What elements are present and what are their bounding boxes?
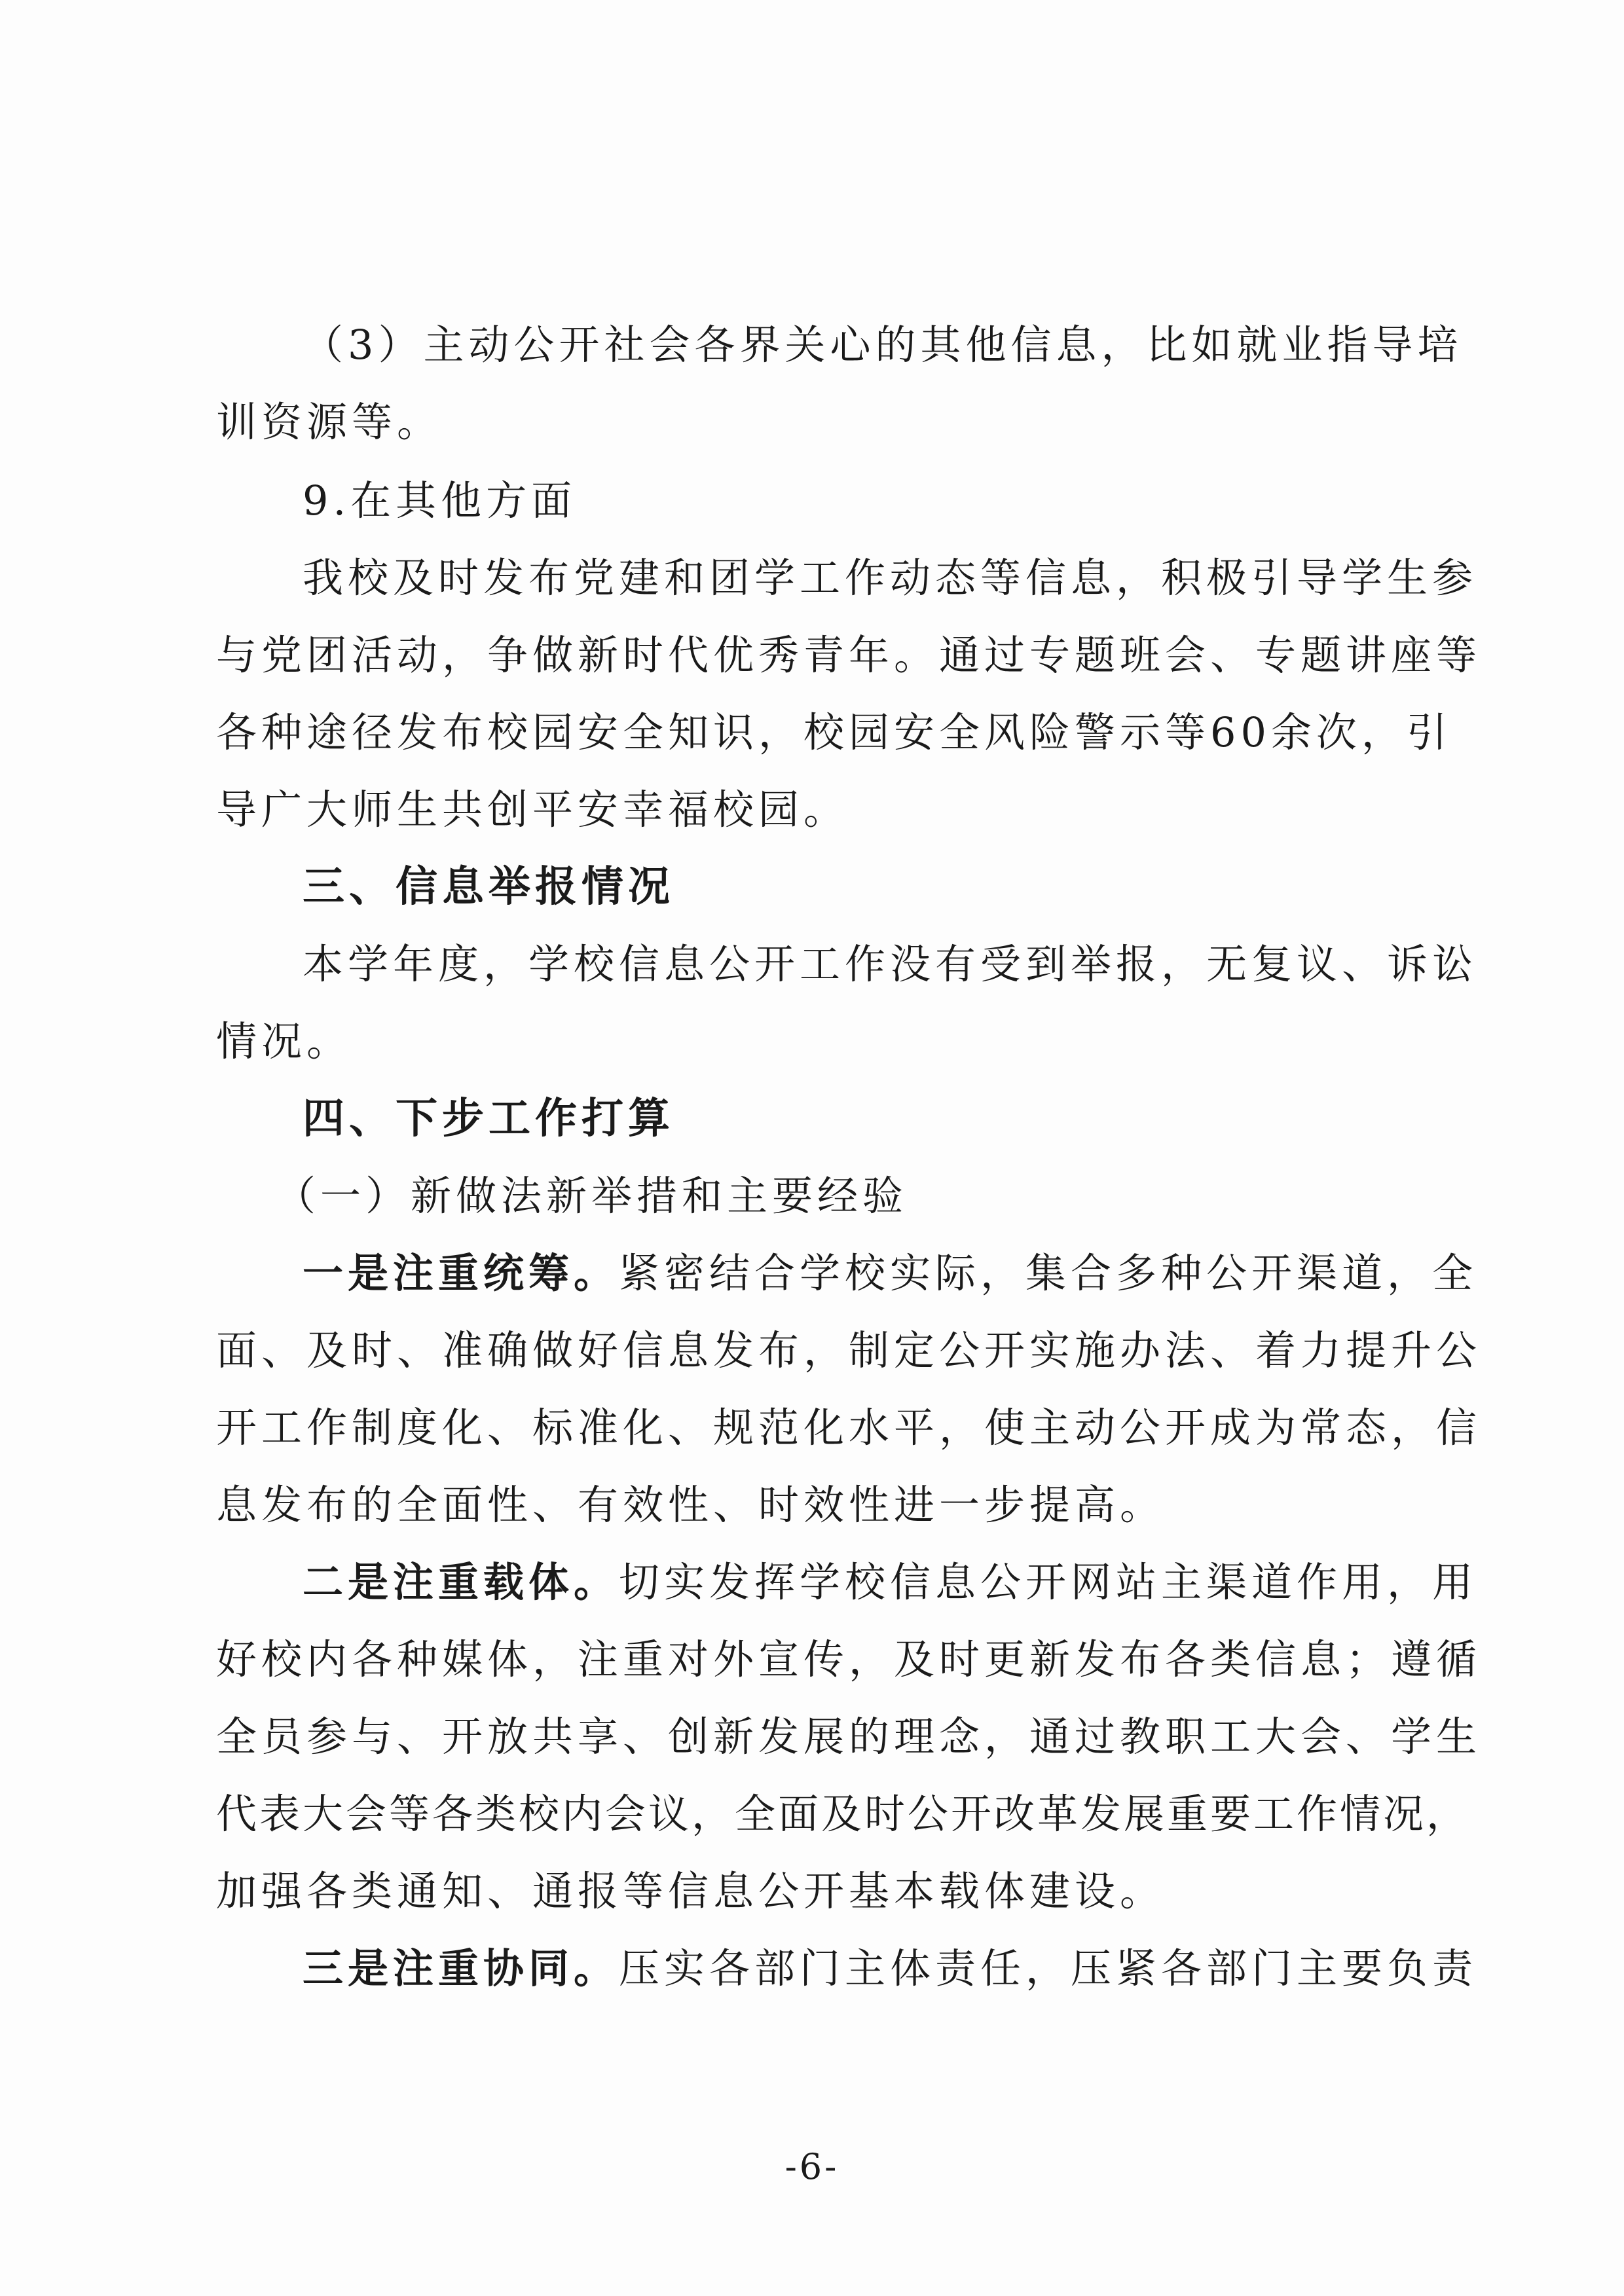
paragraph-line <box>303 1556 1521 1609</box>
paragraph-line: 代表大会等各类校内会议，全面及时公开改革发展重要工作情况， <box>216 1790 1470 1838</box>
paragraph-line: 加强各类通知、通报等信息公开基本载体建设。 <box>216 1867 1166 1915</box>
line-text: 切实发挥学校信息公开网站主渠道作用，用 <box>619 1558 1478 1606</box>
paragraph-line: （3）主动公开社会各界关心的其他信息，比如就业指导培 <box>303 321 1463 369</box>
paragraph-line: 训资源等。 <box>216 398 443 446</box>
paragraph-line: 本学年度，学校信息公开工作没有受到举报，无复议、诉讼 <box>303 940 1478 988</box>
lead-phrase: 二是注重载体。 <box>303 1558 619 1606</box>
paragraph-line <box>303 1942 1521 1995</box>
line-text: 紧密结合学校实际，集合多种公开渠道，全 <box>619 1249 1478 1297</box>
lead-phrase: 一是注重统筹。 <box>303 1249 619 1297</box>
paragraph-line <box>303 1247 1521 1300</box>
paragraph-line: 息发布的全面性、有效性、时效性进一步提高。 <box>216 1481 1166 1529</box>
paragraph-line: 全员参与、开放共享、创新发展的理念，通过教职工大会、学生 <box>216 1713 1482 1760</box>
line-text: 压实各部门主体责任，压紧各部门主要负责 <box>619 1944 1478 1992</box>
paragraph-line: 与党团活动，争做新时代优秀青年。通过专题班会、专题讲座等 <box>216 631 1482 679</box>
section-heading-three: 三、信息举报情况 <box>303 863 674 911</box>
paragraph-line: 好校内各种媒体，注重对外宣传，及时更新发布各类信息；遵循 <box>216 1635 1482 1683</box>
paragraph-line: 各种途径发布校园安全知识，校园安全风险警示等60余次，引 <box>216 708 1452 756</box>
section-heading-9: 9.在其他方面 <box>303 477 577 524</box>
paragraph-line: 我校及时发布党建和团学工作动态等信息，积极引导学生参 <box>303 554 1478 602</box>
paragraph-line: 开工作制度化、标准化、规范化水平，使主动公开成为常态，信 <box>216 1404 1482 1451</box>
paragraph-line: 情况。 <box>216 1017 352 1065</box>
page-number: -6- <box>784 2146 840 2187</box>
section-heading-four: 四、下步工作打算 <box>303 1095 674 1143</box>
lead-phrase: 三是注重协同。 <box>303 1944 619 1992</box>
subsection-heading: （一）新做法新举措和主要经验 <box>275 1172 908 1220</box>
paragraph-line: 导广大师生共创平安幸福校园。 <box>216 786 849 833</box>
paragraph-line: 面、及时、准确做好信息发布，制定公开实施办法、着力提升公 <box>216 1326 1482 1374</box>
